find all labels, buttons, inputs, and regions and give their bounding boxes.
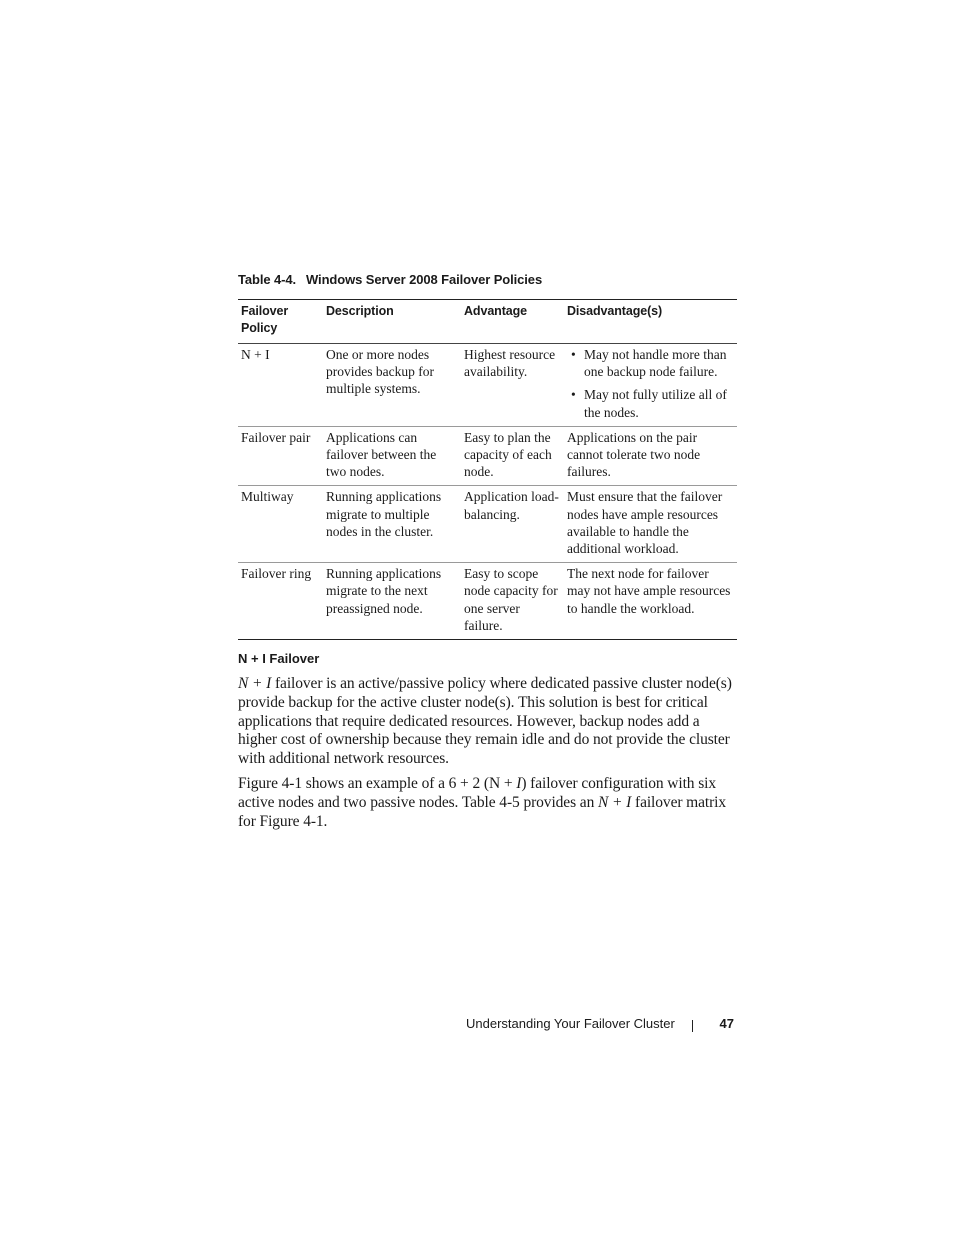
cell-description: Running applications migrate to multiple nodes in the cluster. bbox=[323, 486, 461, 563]
header-advantage: Advantage bbox=[461, 300, 564, 344]
table-caption-number: Table 4-4. bbox=[238, 272, 297, 287]
header-description: Description bbox=[323, 300, 461, 344]
page-number: 47 bbox=[719, 1016, 734, 1031]
cell-disadvantage: Applications on the pair cannot tolerate two node failures. bbox=[564, 426, 737, 486]
italic-term: N + I bbox=[598, 793, 632, 811]
cell-disadvantage: Must ensure that the failover nodes have ample resources available to handle the additional workload. bbox=[564, 486, 737, 563]
table-row bbox=[238, 426, 737, 486]
cell-description: Running applications migrate to the next preassigned node. bbox=[323, 563, 461, 640]
cell-description: Applications can failover between the two nodes. bbox=[323, 426, 461, 486]
body-paragraph bbox=[238, 675, 738, 769]
paragraph-text: ) failover configuration with six active nodes and two passive nodes. Table 4-5 provides an bbox=[238, 775, 717, 811]
section-heading: N + I Failover bbox=[238, 651, 320, 666]
list-item: • May not handle more than one backup node failure. bbox=[567, 346, 734, 380]
header-failover-policy: Failover Policy bbox=[238, 300, 323, 344]
cell-policy: N + I bbox=[238, 344, 323, 427]
table-caption-title: Windows Server 2008 Failover Policies bbox=[306, 272, 543, 287]
paragraph-text: Figure 4-1 shows an example of a 6 + 2 (N + bbox=[238, 775, 517, 792]
paragraph-text: failover is an active/passive policy where dedicated passive cluster node(s) provide backup for the active cluster node(s). This solution is best for critical applications that require dedicated resources. However, backup nodes add a higher cost of ownership because they remain idle and do not provide the cluster with additional network resources. bbox=[238, 675, 732, 768]
body-paragraph bbox=[238, 775, 738, 831]
failover-policies-table bbox=[238, 299, 737, 640]
cell-policy: Failover pair bbox=[238, 426, 323, 486]
cell-advantage: Easy to scope node capacity for one server failure. bbox=[461, 563, 564, 640]
disadvantage-list bbox=[567, 346, 734, 421]
paragraph-text: failover matrix for Figure 4-1. bbox=[238, 793, 727, 830]
cell-disadvantage bbox=[564, 344, 737, 427]
cell-disadvantage: The next node for failover may not have ample resources to handle the workload. bbox=[564, 563, 737, 640]
page-footer bbox=[466, 1016, 738, 1036]
cell-policy: Multiway bbox=[238, 486, 323, 563]
italic-term: N + I bbox=[238, 675, 272, 692]
table-row bbox=[238, 486, 737, 563]
footer-chapter-title: Understanding Your Failover Cluster bbox=[466, 1016, 675, 1031]
cell-advantage: Highest resource availability. bbox=[461, 344, 564, 427]
table-header-row bbox=[238, 300, 737, 344]
footer-divider bbox=[692, 1020, 693, 1032]
table-row bbox=[238, 563, 737, 640]
table-row bbox=[238, 344, 737, 427]
cell-policy: Failover ring bbox=[238, 563, 323, 640]
header-disadvantages: Disadvantage(s) bbox=[564, 300, 737, 344]
table-caption bbox=[238, 272, 542, 287]
cell-advantage: Application load-balancing. bbox=[461, 486, 564, 563]
cell-description: One or more nodes provides backup for multiple systems. bbox=[323, 344, 461, 427]
cell-advantage: Easy to plan the capacity of each node. bbox=[461, 426, 564, 486]
italic-term: I bbox=[516, 775, 522, 792]
list-item: • May not fully utilize all of the nodes. bbox=[567, 386, 734, 420]
